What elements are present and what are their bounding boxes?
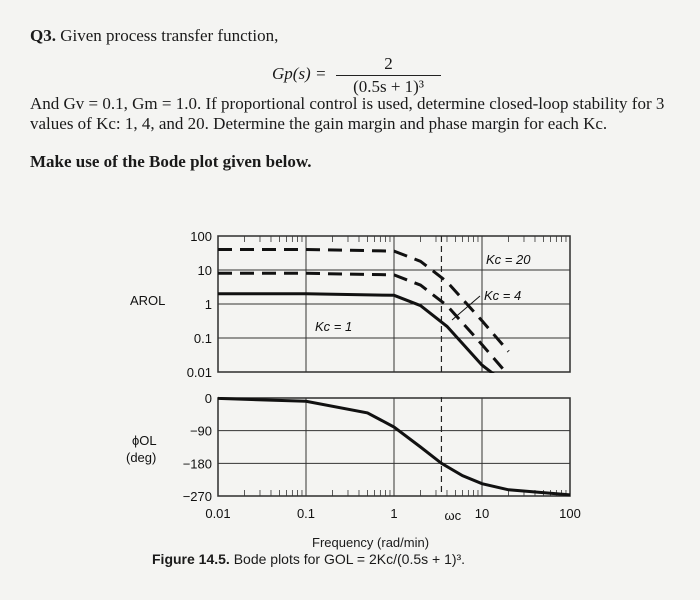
figure-caption [152,551,465,567]
phase-tick-label: −90 [189,423,212,439]
ar-tick-label: 0.1 [193,331,212,346]
freq-tick-label: 100 [559,506,581,521]
freq-tick-label: 0.01 [205,506,231,521]
ar-tick-label: 1 [204,297,212,312]
curve-annotation: Kc = 20 [486,252,531,267]
ar-axis-label: AROL [130,293,166,308]
panel-gap [219,373,569,397]
curve-annotation: Kc = 1 [315,319,353,334]
freq-tick-label: 10 [474,506,490,521]
question-intro: Given process transfer function, [55,26,279,45]
ar-tick-label: 0.01 [186,365,212,380]
crossover-label: ωc [444,508,462,523]
freq-tick-label: 1 [390,506,398,521]
ar-tick-label: 10 [197,263,212,278]
x-axis-label: Frequency (rad/min) [312,535,430,550]
question-body: And Gv = 0.1, Gm = 1.0. If proportional control is used, determine closed-loop stability for 3 values of Kc: 1, 4, and 20. Determine the gain margin and phase margin for each Kc. [30,94,665,133]
ar-curve [218,250,509,352]
question-number: Q3. [30,26,56,45]
phase-tick-label: −180 [182,456,212,472]
formula-lhs: Gp(s) = [272,64,327,83]
phase-unit-label: (deg) [126,450,157,465]
caption-number: Figure 14.5. [152,551,230,567]
phase-axis-label: ϕOL [132,433,157,448]
caption-text: Bode plots for GOL = 2Kc/(0.5s + 1)³. [233,551,466,567]
phase-tick-label: 0 [204,391,212,406]
formula-numerator: 2 [336,54,441,76]
annotation-pointer [452,296,480,320]
formula-denominator: (0.5s + 1)³ [353,77,424,96]
curve-annotation: Kc = 4 [484,288,522,303]
ar-tick-label: 100 [190,229,212,244]
phase-tick-label: −270 [182,489,212,504]
freq-tick-label: 0.1 [296,506,316,521]
ar-curve [218,273,509,375]
question-instruction: Make use of the Bode plot given below. [30,152,312,171]
